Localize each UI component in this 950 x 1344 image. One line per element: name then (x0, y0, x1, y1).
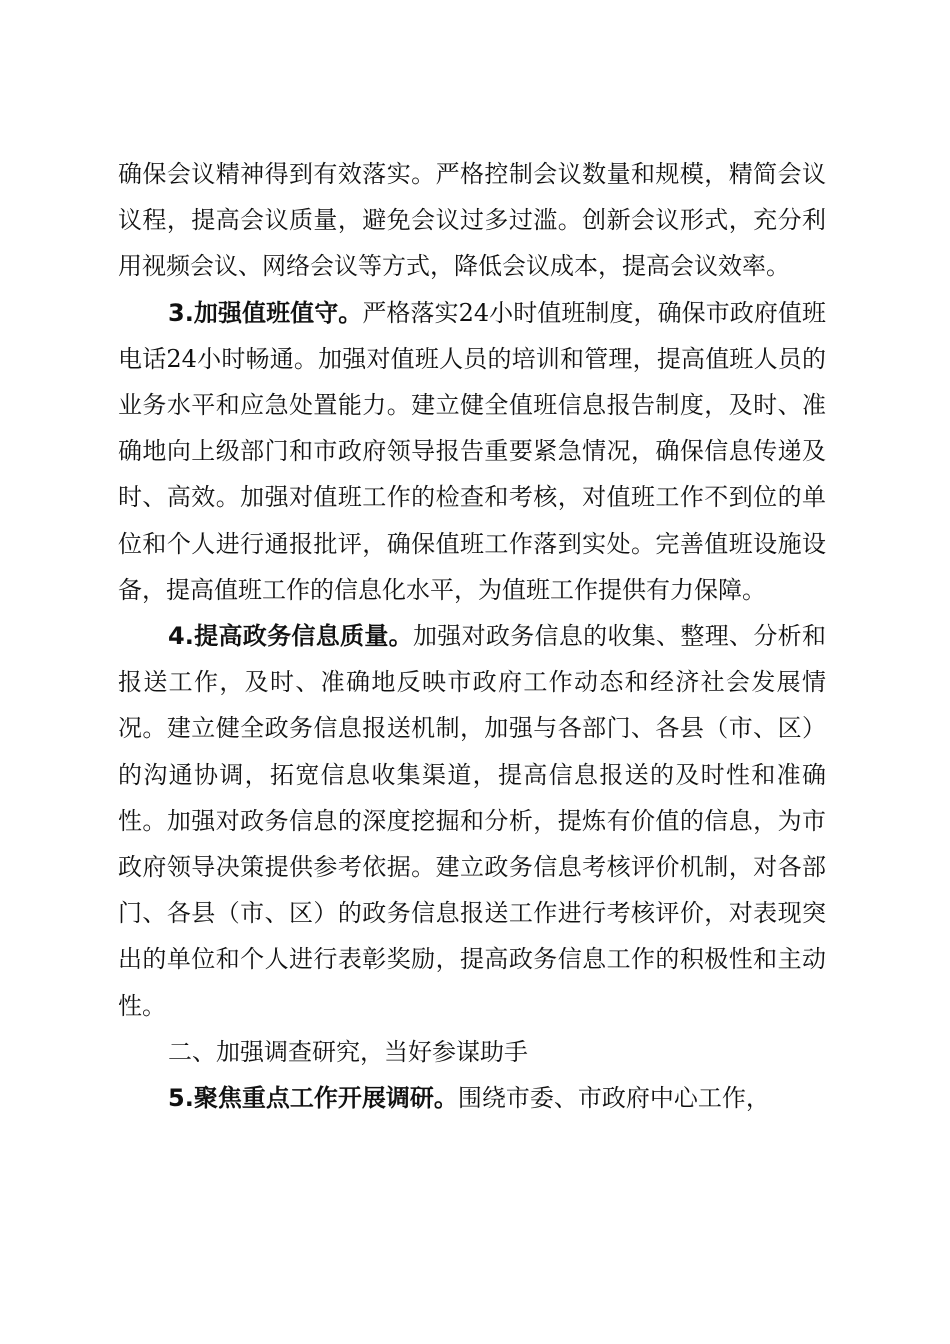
paragraph-lead-heading: 5.聚焦重点工作开展调研。 (168, 1084, 458, 1113)
paragraph-government-info (118, 613, 826, 1029)
section-heading: 二、加强调查研究，当好参谋助手 (168, 1037, 528, 1066)
paragraph-text: 严格落实24小时值班制度，确保市政府值班电话24小时畅通。加强对值班人员的培训和管理，提高值班人员的业务水平和应急处置能力。建立健全值班信息报告制度，及时、准确地向上级部门和市政府领导报告重要紧急情况，确保信息传递及时、高效。加强对值班工作的检查和考核，对值班工作不到位的单位和个人进行通报批评，确保值班工作落到实处。完善值班设施设备，提高值班工作的信息化水平，为值班工作提供有力保障。 (118, 298, 826, 604)
document-body (118, 151, 826, 1121)
paragraph-meeting-continuation (118, 151, 826, 290)
paragraph-text: 确保会议精神得到有效落实。严格控制会议数量和规模，精简会议议程，提高会议质量，避免会议过多过滥。创新会议形式，充分利用视频会议、网络会议等方式，降低会议成本，提高会议效率。 (118, 160, 826, 281)
paragraph-text: 围绕市委、市政府中心工作， (457, 1084, 770, 1113)
paragraph-duty-shift (118, 290, 826, 613)
paragraph-lead-heading: 3.加强值班值守。 (168, 298, 363, 327)
paragraph-research-focus (118, 1075, 826, 1121)
paragraph-lead-heading: 4.提高政务信息质量。 (168, 622, 413, 651)
paragraph-text: 加强对政务信息的收集、整理、分析和报送工作，及时、准确地反映市政府工作动态和经济社会发展情况。建立健全政务信息报送机制，加强与各部门、各县（市、区）的沟通协调，拓宽信息收集渠道，提高信息报送的及时性和准确性。加强对政务信息的深度挖掘和分析，提炼有价值的信息，为市政府领导决策提供参考依据。建立政务信息考核评价机制，对各部门、各县（市、区）的政务信息报送工作进行考核评价，对表现突出的单位和个人进行表彰奖励，提高政务信息工作的积极性和主动性。 (118, 622, 826, 1020)
